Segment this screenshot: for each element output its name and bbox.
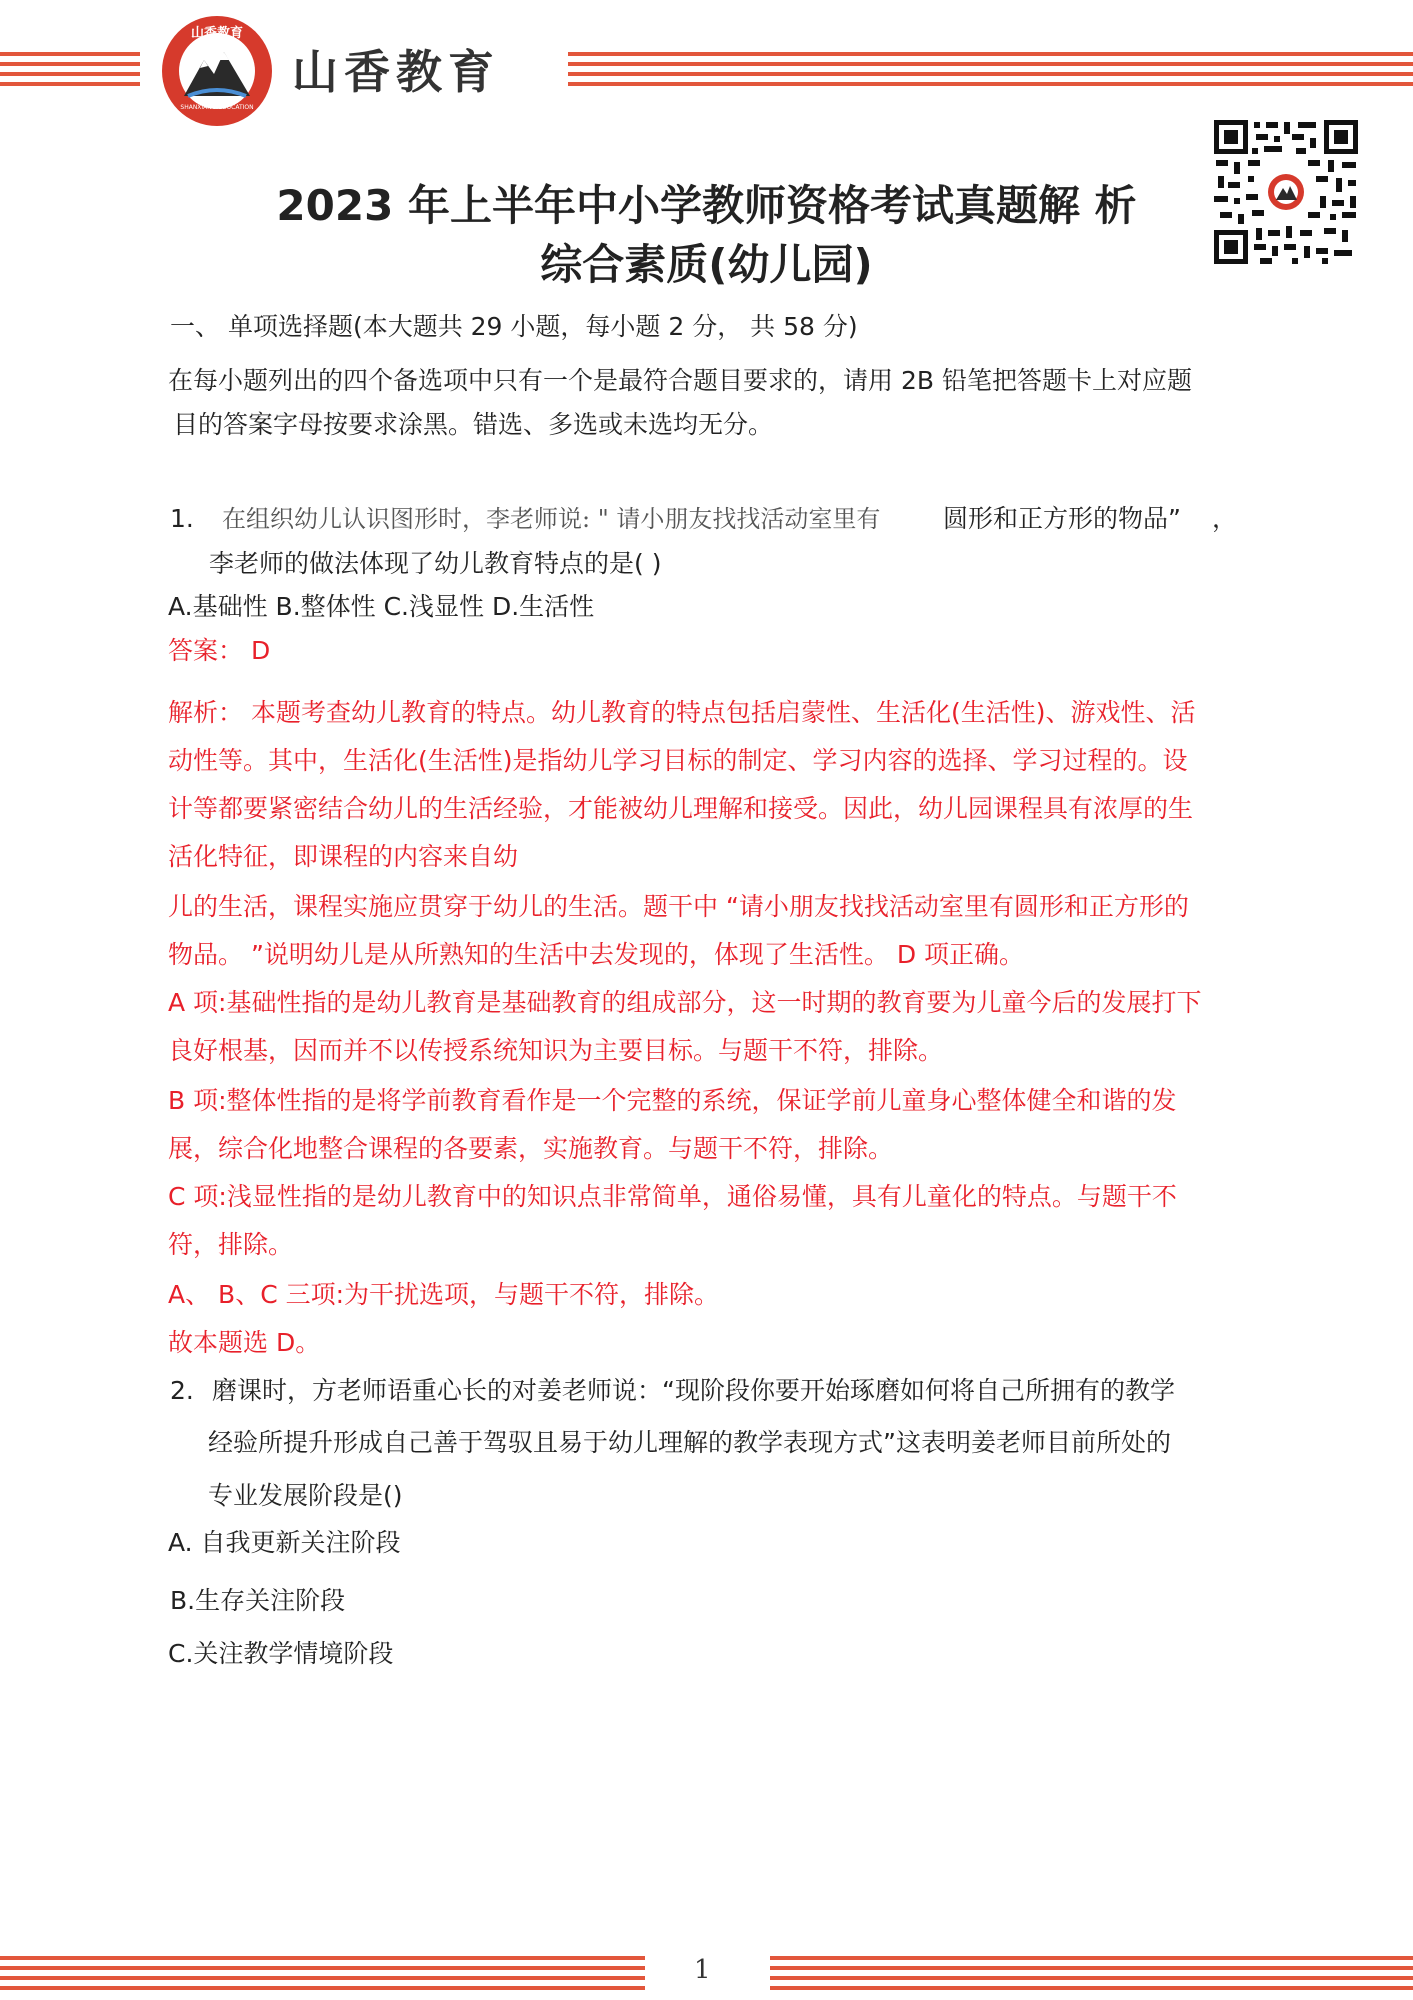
analysis-line: 展，综合化地整合课程的各要素，实施教育。与题干不符，排除。 <box>168 1134 894 1163</box>
question-number: 2. <box>170 1376 194 1405</box>
logo-caption: 山香教育 <box>190 26 243 41</box>
question-number: 1. <box>170 504 194 533</box>
question-stem: 圆形和正方形的物品” <box>943 504 1181 533</box>
logo-ring-text: SHANXIANG EDUCATION <box>180 104 254 111</box>
analysis-line: 计等都要紧密结合幼儿的生活经验，才能被幼儿理解和接受。因此，幼儿园课程具有浓厚的生 <box>168 794 1194 823</box>
analysis-line: 儿的生活，课程实施应贯穿于幼儿的生活。题干中 “请小朋友找找活动室里有圆形和正方形的 <box>168 892 1189 921</box>
analysis-line: 符，排除。 <box>168 1230 294 1259</box>
answer: 答案： D <box>168 636 271 665</box>
option-b: B.生存关注阶段 <box>170 1586 346 1615</box>
question-stem: 在组织幼儿认识图形时，李老师说: " 请小朋友找找活动室里有 <box>222 505 881 533</box>
instruction-line: 目的答案字母按要求涂黑。错选、多选或未选均无分。 <box>173 410 774 439</box>
instruction-line: 在每小题列出的四个备选项中只有一个是最符合题目要求的，请用 2B 铅笔把答题卡上对应题 <box>168 366 1192 395</box>
footer-stripes-left <box>0 1956 645 1990</box>
question-options: A.基础性 B.整体性 C.浅显性 D.生活性 <box>168 592 595 621</box>
question-stem: ， <box>1212 504 1238 533</box>
analysis-line: A 项:基础性指的是幼儿教育是基础教育的组成部分，这一时期的教育要为儿童今后的发展打下 <box>168 988 1202 1017</box>
analysis-line: A、 B、C 三项:为干扰选项，与题干不符，排除。 <box>168 1280 720 1309</box>
analysis-line: 良好根基，因而并不以传授系统知识为主要目标。与题干不符，排除。 <box>168 1036 944 1065</box>
option-c: C.关注教学情境阶段 <box>168 1639 394 1668</box>
analysis-line: B 项:整体性指的是将学前教育看作是一个完整的系统，保证学前儿童身心整体健全和谐的发 <box>168 1086 1177 1115</box>
question-stem: 李老师的做法体现了幼儿教育特点的是( ) <box>209 549 662 578</box>
brand-logo <box>162 16 272 126</box>
analysis-line: 解析： 本题考查幼儿教育的特点。幼儿教育的特点包括启蒙性、生活化(生活性)、游戏性、活 <box>168 698 1196 727</box>
question-stem: 经验所提升形成自己善于驾驭且易于幼儿理解的教学表现方式”这表明姜老师目前所处的 <box>208 1428 1171 1457</box>
header-stripes-right <box>568 52 1413 86</box>
analysis-line: C 项:浅显性指的是幼儿教育中的知识点非常简单，通俗易懂，具有儿童化的特点。与题干不 <box>168 1182 1177 1211</box>
analysis-line: 故本题选 D。 <box>168 1328 321 1357</box>
option-a: A. 自我更新关注阶段 <box>168 1528 401 1557</box>
footer-stripes-right <box>770 1956 1413 1990</box>
section-heading: 一、 单项选择题(本大题共 29 小题，每小题 2 分， 共 58 分) <box>170 312 858 341</box>
header-stripes-left <box>0 52 140 86</box>
page-number: 1 <box>694 1955 711 1985</box>
brand-name: 山香教育 <box>292 45 500 99</box>
page-subtitle: 综合素质(幼儿园) <box>540 240 873 289</box>
analysis-line: 动性等。其中，生活化(生活性)是指幼儿学习目标的制定、学习内容的选择、学习过程的。设 <box>168 746 1188 775</box>
question-stem: 专业发展阶段是() <box>208 1481 403 1510</box>
page-title: 2023 年上半年中小学教师资格考试真题解 析 <box>276 181 1137 230</box>
analysis-line: 物品。 ”说明幼儿是从所熟知的生活中去发现的，体现了生活性。 D 项正确。 <box>168 940 1025 969</box>
analysis-line: 活化特征，即课程的内容来自幼 <box>168 842 519 871</box>
question-stem: 磨课时，方老师语重心长的对姜老师说：“现阶段你要开始琢磨如何将自己所拥有的教学 <box>212 1376 1175 1405</box>
